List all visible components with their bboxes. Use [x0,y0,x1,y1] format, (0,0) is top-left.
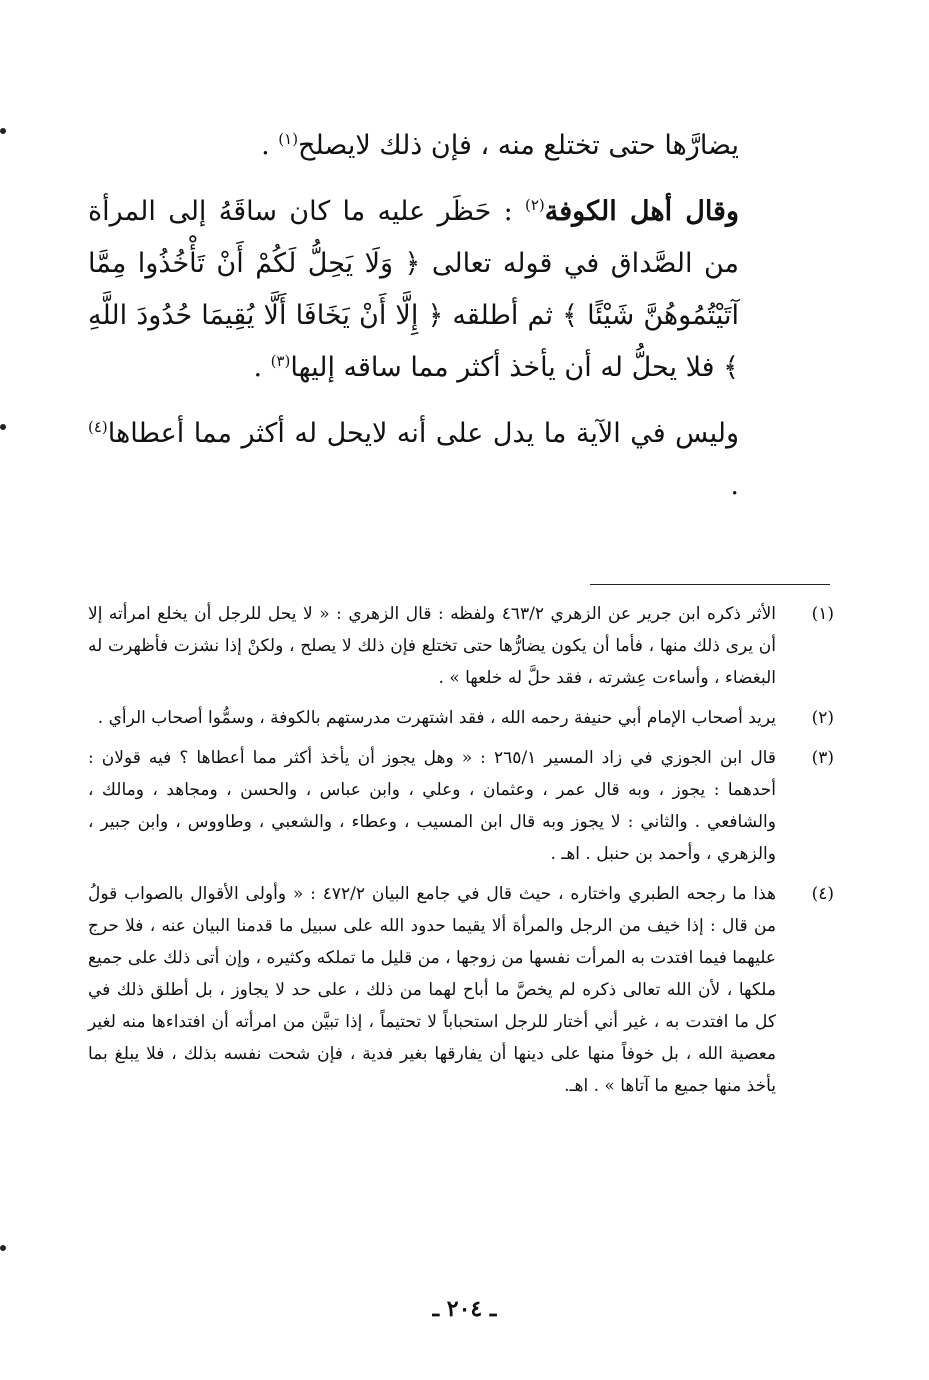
paragraph-3-end: . [730,470,739,501]
scan-mark [0,128,6,134]
footnote-text: قال ابن الجوزي في زاد المسير ٢٦٥/١ : « وهل يجوز أن يأخذ أكثر مما أعطاها ؟ فيه قولان : أحدهما : يجوز ، وبه قال عمر ، وعثمان ، وعلي ، وابن عباس ، والحسن ، ومجاهد ، ومالك ، والشافعي . والثاني : لا يجوز وبه قال ابن المسيب ، وعطاء ، والشعبي ، وطاووس ، وابن جبير ، والزهري ، وأحمد بن حنبل . اهـ . [88,748,776,864]
footnote-text: هذا ما رجحه الطبري واختاره ، حيث قال في جامع البيان ٤٧٢/٢ : « وأولى الأقوال بالصواب قولُ من قال : إذا خيف من الرجل والمرأة ألا يقيما حدود الله على سبيل ما قدمنا البيان عنه ، فلا حرج عليهما فيما افتدت به المرأت نفسها من زوجها ، من قليل ما تملكه وكثيره ، وإن أتى ذلك على جميع ملكها ، لأن الله تعالى ذكره لم يخصَّ ما أباح لهما من ذلك ، على حد لا يجاوز ، بل أطلق ذلك في كل ما افتدت به ، غير أني أختار للرجل استحباباً لا تحتيماً ، إذا تبيَّن من امرأته أن افتداءها منه لغير معصية الله ، بل خوفاً منها على دينها أن يفارقها بغير فدية ، فإن شحت نفسه بذلك ، فلا يبلغ بما يأخذ منها جميع ما آتاها » . اهـ. [88,884,776,1096]
paragraph-1-text: يضارَّها حتى تختلع منه ، فإن ذلك لايصلح [298,130,739,161]
page-number: ـ ٢٠٤ ـ [432,1296,497,1322]
paragraph-2-lead: وقال أهل الكوفة [544,196,739,227]
paragraph-1-end: . [261,130,279,161]
footnote-separator [590,584,830,585]
paragraph-1 [88,120,739,172]
footnote [88,702,834,734]
footnote-number: (٤) [811,884,834,904]
footnote-ref-3: (٣) [270,352,291,370]
paragraph-2-text: : حَظَر عليه ما كان ساقَهُ إلى المرأة من الصَّداق في قوله تعالى ﴿ وَلَا يَحِلُّ لَكُمْ أَنْ تَأْخُذُوا مِمَّا آتَيْتُمُوهُنَّ شَيْئًا ﴾ ثم أطلقه ﴿ إِلَّا أَنْ يَخَافَا أَلَّا يُقِيمَا حُدُودَ اللَّهِ ﴾ فلا يحلُّ له أن يأخذ أكثر مما ساقه إليها [88,196,739,383]
footnote-number: (٣) [811,748,834,768]
footnote-text: يريد أصحاب الإمام أبي حنيفة رحمه الله ، فقد اشتهرت مدرستهم بالكوفة ، وسمُّوا أصحاب الرأي . [97,708,776,728]
footnote [88,742,834,870]
footnote-text: الأثر ذكره ابن جرير عن الزهري ٤٦٣/٢ ولفظه : قال الزهري : « لا يحل للرجل أن يخلع امرأته إلا أن يرى ذلك منها ، فأما أن يكون يضارُّها حتى تختلع فإن ذلك لا يصلح ، ولكنْ إذا نشزت فأظهرت له البغضاء ، وأساءت عِشرته ، فقد حلَّ له خلعها » . [88,604,776,688]
footnote-number: (١) [811,604,834,624]
paragraph-2 [88,186,739,394]
footnote-ref-1: (١) [278,130,299,148]
footnote-ref-4: (٤) [88,418,108,436]
footnote-number: (٢) [811,708,834,728]
footnotes [88,598,834,1110]
paragraph-3-text: وليس في الآية ما يدل على أنه لايحل له أكثر مما أعطاها [107,418,739,449]
scan-mark [0,1245,6,1251]
main-text [88,120,739,526]
paragraph-3 [88,408,739,512]
paragraph-2-end: . [253,352,271,383]
footnote [88,878,834,1102]
scan-mark [0,424,6,430]
footnote [88,598,834,694]
footnote-ref-2: (٢) [525,196,545,214]
